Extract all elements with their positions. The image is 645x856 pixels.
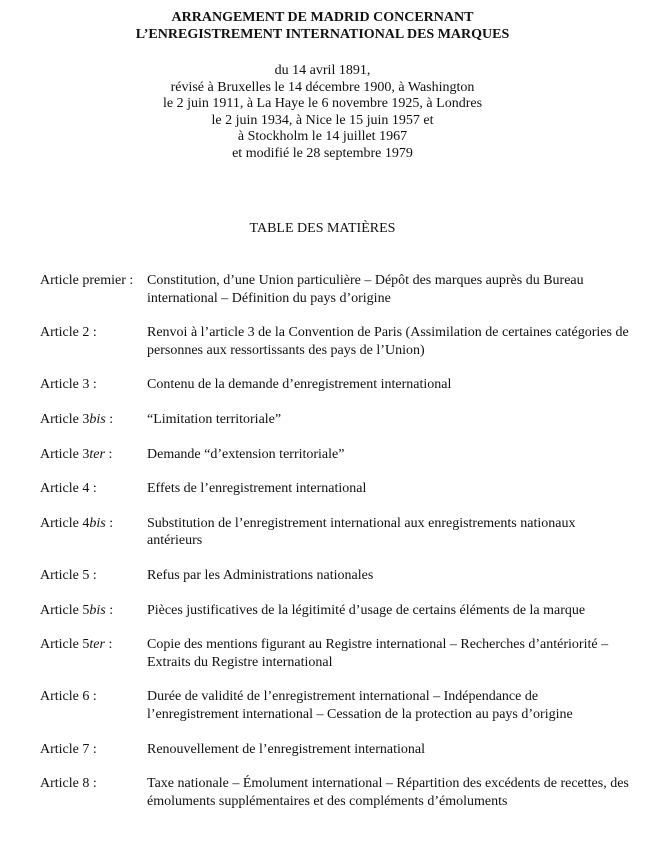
title-line-2: L’ENREGISTREMENT INTERNATIONAL DES MARQUES — [135, 27, 510, 42]
article-label: Article 7 : — [40, 741, 97, 757]
article-label: Article 5 : — [40, 567, 97, 583]
article-description: Refus par les Administrations nationales — [147, 567, 374, 583]
subtitle-line: et modifié le 28 septembre 1979 — [232, 145, 413, 161]
toc-entry — [40, 602, 630, 620]
article-description: Demande “d’extension territoriale” — [147, 446, 345, 462]
article-label: Article 6 : — [40, 689, 97, 705]
toc-entry — [40, 446, 630, 464]
article-label: Article 4 : — [40, 481, 97, 497]
article-label: Article 2 : — [40, 325, 97, 341]
toc-entry — [40, 376, 630, 394]
article-label: Article 3bis : — [40, 411, 114, 427]
article-description: Taxe nationale – Émolument international – Répartition des excédents de recettes, des émoluments supplémentaires et des compléments d’émoluments — [147, 776, 629, 809]
toc-entry — [40, 411, 630, 429]
article-label: Article 4bis : — [40, 515, 114, 531]
toc-entry — [40, 515, 630, 550]
toc-list — [40, 272, 630, 810]
toc-heading: TABLE DES MATIÈRES — [249, 221, 396, 236]
toc-entry — [40, 567, 630, 585]
article-label: Article 3 : — [40, 377, 97, 393]
subtitle-line: le 2 juin 1911, à La Haye le 6 novembre 1925, à Londres — [162, 96, 483, 112]
article-label: Article 5ter : — [40, 637, 113, 653]
article-description: Substitution de l’enregistrement international aux enregistrements nationaux antérieurs — [147, 515, 576, 549]
revision-history — [0, 63, 645, 163]
subtitle-line: à Stockholm le 14 juillet 1967 — [237, 129, 408, 145]
toc-entry — [40, 480, 630, 498]
subtitle-line: le 2 juin 1934, à Nice le 15 juin 1957 et — [211, 112, 434, 128]
article-label: Article 3ter : — [40, 446, 113, 462]
article-description: Pièces justificatives de la légitimité d’usage de certains éléments de la marque — [147, 602, 586, 618]
article-description: Renvoi à l’article 3 de la Convention de Paris (Assimilation de certaines catégories de personnes aux ressortissants des pays de l’Union) — [147, 325, 629, 358]
article-description: Contenu de la demande d’enregistrement international — [147, 377, 452, 393]
toc-entry — [40, 324, 630, 359]
article-label: Article 5bis : — [40, 602, 114, 618]
article-description: Renouvellement de l’enregistrement international — [147, 741, 425, 757]
toc-entry — [40, 636, 630, 671]
article-description: Effets de l’enregistrement international — [147, 481, 367, 497]
article-description: Copie des mentions figurant au Registre international – Recherches d’antériorité – Extraits du Registre international — [147, 637, 609, 670]
article-description: Durée de validité de l’enregistrement international – Indépendance de l’enregistrement international – Cessation de la protection au pays d’origine — [147, 689, 573, 722]
title-line-1: ARRANGEMENT DE MADRID CONCERNANT — [171, 10, 474, 25]
toc-entry — [40, 272, 630, 307]
article-label: Article premier : — [40, 273, 134, 288]
subtitle-line: du 14 avril 1891, — [274, 63, 371, 78]
document-title — [0, 9, 645, 43]
toc-entry — [40, 688, 630, 723]
article-description: “Limitation territoriale” — [147, 411, 282, 427]
toc-entry — [40, 775, 630, 810]
toc-entry — [40, 741, 630, 759]
article-label: Article 8 : — [40, 776, 97, 792]
article-description: Constitution, d’une Union particulière – Dépôt des marques auprès du Bureau international – Définition du pays d’origine — [147, 273, 584, 306]
subtitle-line: révisé à Bruxelles le 14 décembre 1900, à Washington — [170, 79, 475, 95]
